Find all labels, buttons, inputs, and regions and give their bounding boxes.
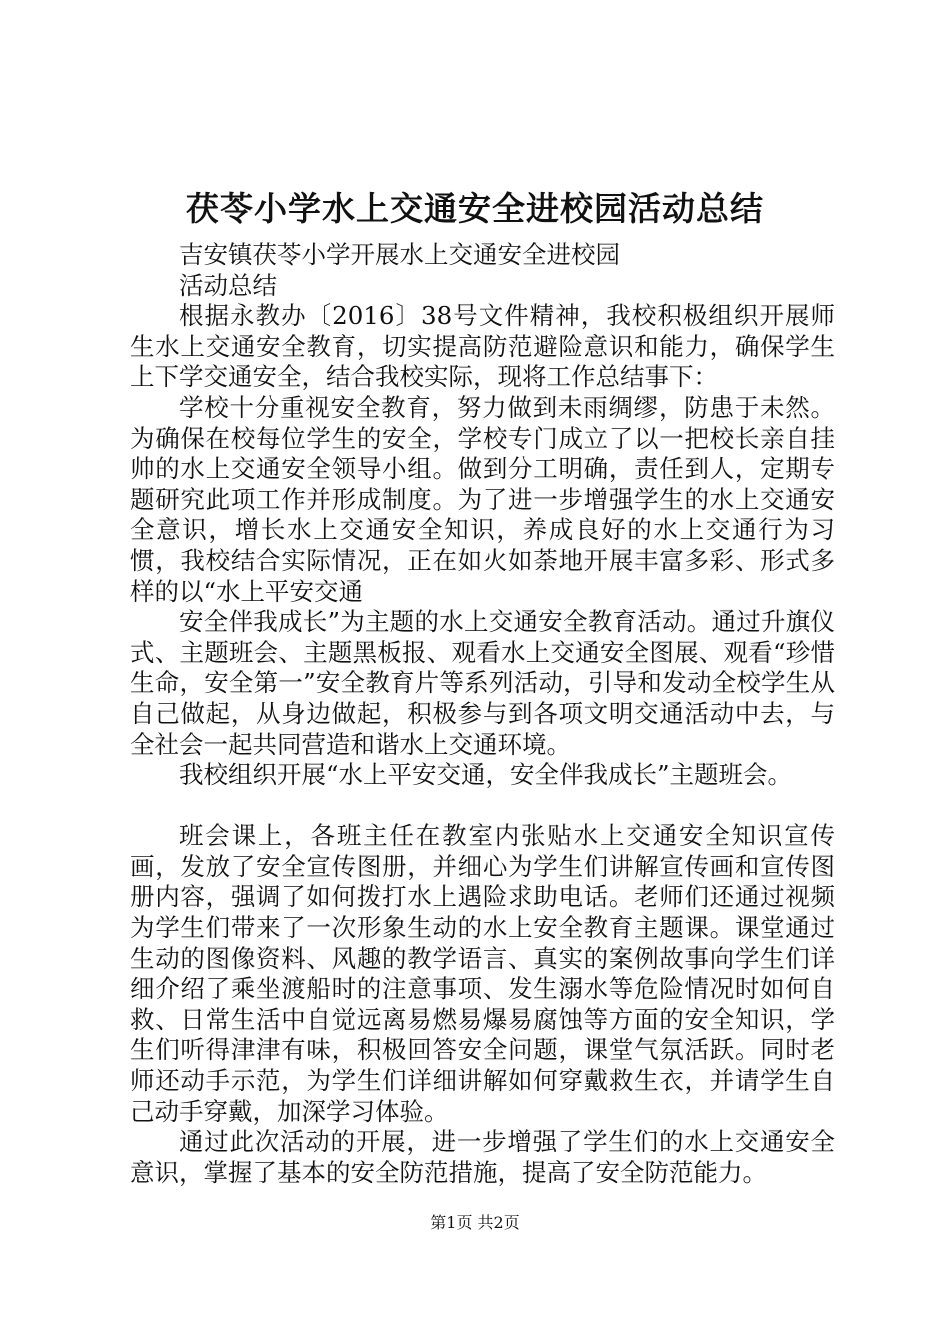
paragraph-intro: 根据永教办〔2016〕38号文件精神，我校积极组织开展师生水上交通安全教育，切实提高防范避险意识和能力，确保学生上下学交通安全，结合我校实际，现将工作总结事下： <box>130 301 835 392</box>
paragraph-activities: 安全伴我成长”为主题的水上交通安全教育活动。通过升旗仪式、主题班会、主题黑板报、观看水上交通安全图展、观看“珍惜生命，安全第一”安全教育片等系列活动，引导和发动全校学生从自己做起，从身边做起，积极参与到各项文明交通活动中去，与全社会一起共同营造和谐水上交通环境。 <box>130 607 835 759</box>
paragraph-conclusion: 通过此次活动的开展，进一步增强了学生们的水上交通安全意识，掌握了基本的安全防范措施，提高了安全防范能力。 <box>130 1127 835 1187</box>
paragraph-school-emphasis: 学校十分重视安全教育，努力做到未雨绸缪，防患于未然。为确保在校每位学生的安全，学校专门成立了以一把校长亲自挂帅的水上交通安全领导小组。做到分工明确，责任到人，定期专题研究此项工作并形成制度。为了进一步增强学生的水上交通安全意识，增长水上交通安全知识，养成良好的水上交通行为习惯，我校结合实际情况，正在如火如荼地开展丰富多彩、形式多样的以“水上平安交通 <box>130 392 835 606</box>
document-body <box>130 240 835 1188</box>
document-title: 茯苓小学水上交通安全进校园活动总结 <box>186 189 764 228</box>
paragraph-class-details: 班会课上，各班主任在教室内张贴水上交通安全知识宣传画，发放了安全宣传图册，并细心为学生们讲解宣传画和宣传图册内容，强调了如何拨打水上遇险求助电话。老师们还通过视频为学生们带来了一次形象生动的水上安全教育主题课。课堂通过生动的图像资料、风趣的教学语言、真实的案例故事向学生们详细介绍了乘坐渡船时的注意事项、发生溺水等危险情况时如何自救、日常生活中自觉远离易燃易爆易腐蚀等方面的安全知识，学生们听得津津有味，积极回答安全问题，课堂气氛活跃。同时老师还动手示范，为学生们详细讲解如何穿戴救生衣，并请学生自己动手穿戴，加深学习体验。 <box>130 821 835 1126</box>
subtitle-line-2: 活动总结 <box>179 270 277 300</box>
paragraph-gap <box>130 791 835 822</box>
paragraph-class-meeting: 我校组织开展“水上平安交通，安全伴我成长”主题班会。 <box>179 760 793 790</box>
page-number-footer: 第1页 共2页 <box>430 1213 520 1232</box>
subtitle-line-1: 吉安镇茯苓小学开展水上交通安全进校园 <box>179 240 620 269</box>
